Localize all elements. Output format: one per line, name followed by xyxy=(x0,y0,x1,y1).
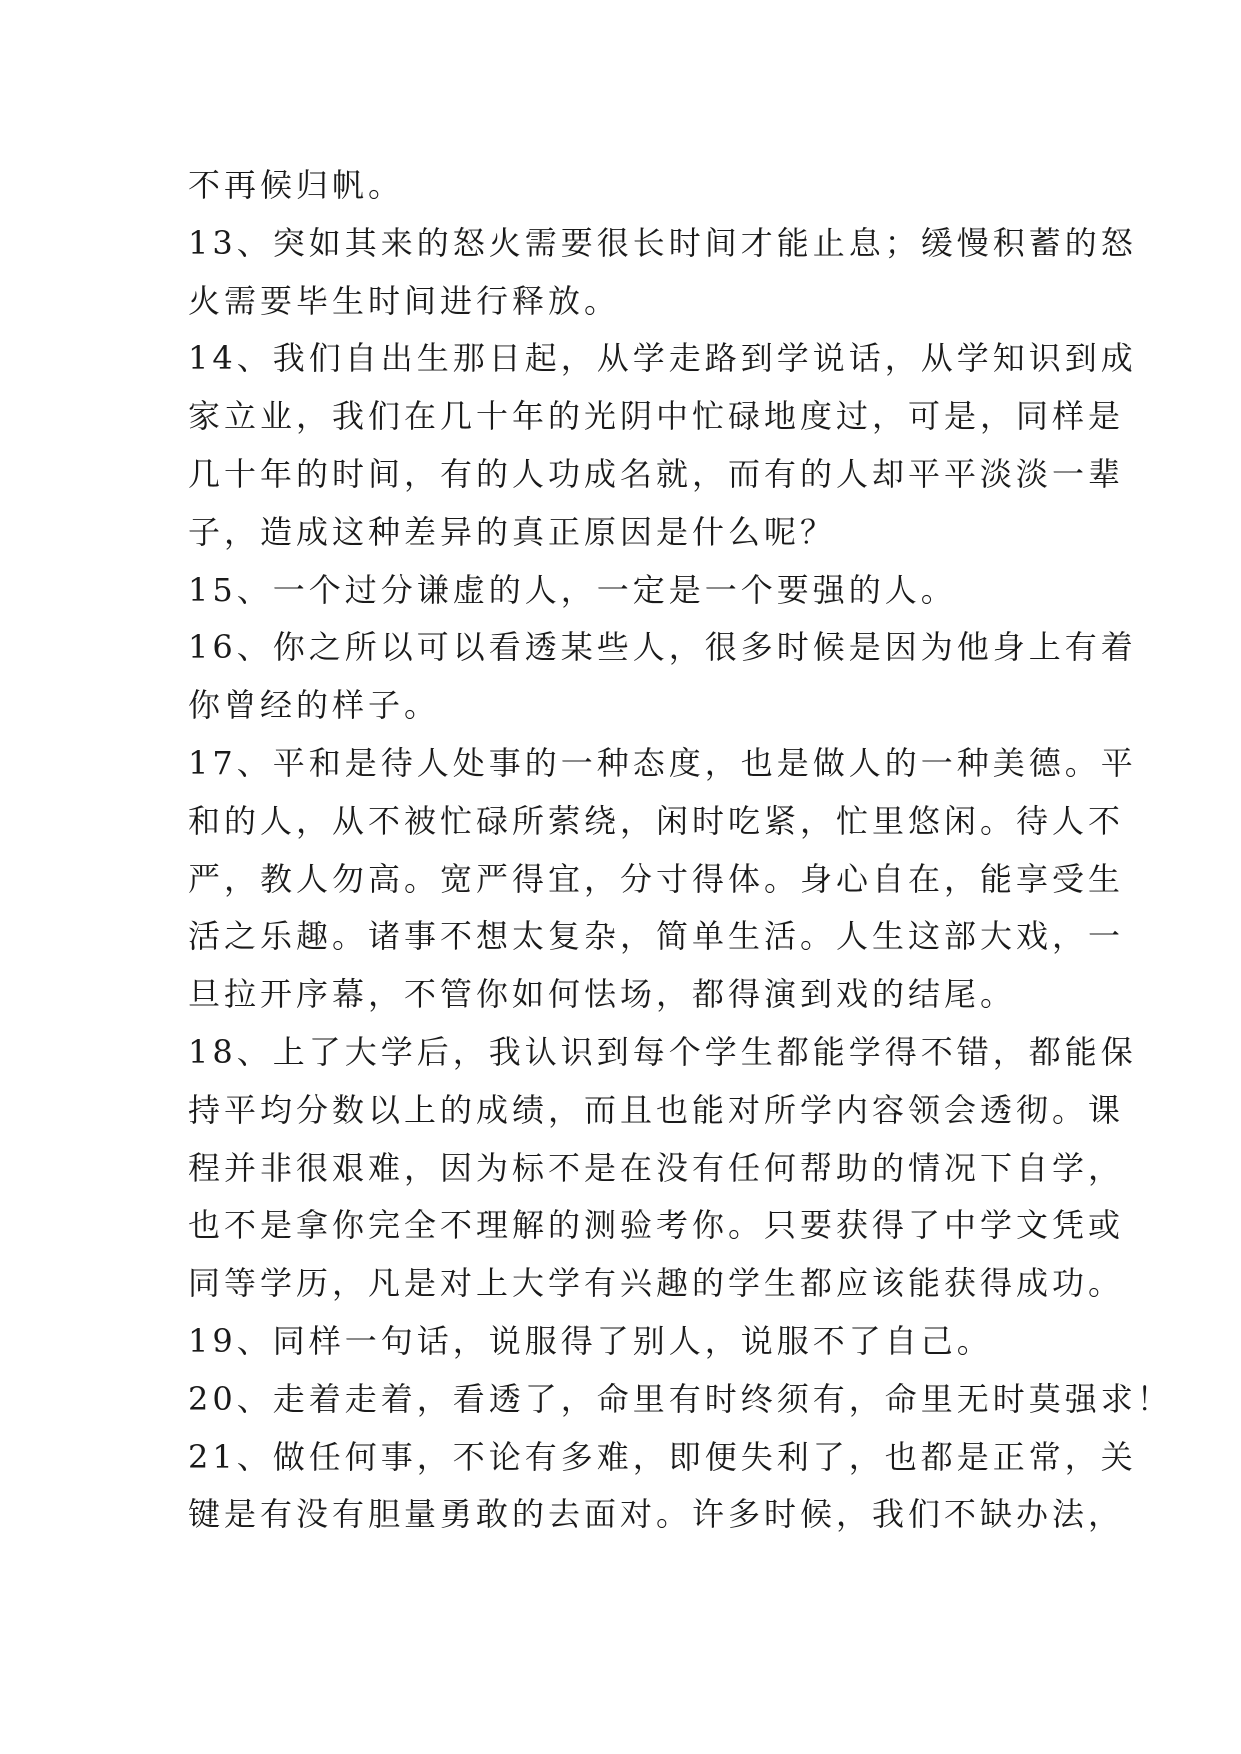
text-line: 家立业，我们在几十年的光阴中忙碌地度过，可是，同样是 xyxy=(188,397,1125,436)
text-line: 键是有没有胆量勇敢的去面对。许多时候，我们不缺办法， xyxy=(188,1495,1125,1534)
text-line: 也不是拿你完全不理解的测验考你。只要获得了中学文凭或 xyxy=(188,1206,1125,1245)
text-line: 同等学历，凡是对上大学有兴趣的学生都应该能获得成功。 xyxy=(188,1264,1125,1303)
text-line: 你曾经的样子。 xyxy=(188,686,441,725)
text-line: 和的人，从不被忙碌所萦绕，闲时吃紧，忙里悠闲。待人不 xyxy=(188,801,1125,840)
text-line: 21、做任何事，不论有多难，即便失利了，也都是正常，关 xyxy=(188,1437,1137,1476)
text-line: 持平均分数以上的成绩，而且也能对所学内容领会透彻。课 xyxy=(188,1090,1125,1129)
text-line: 火需要毕生时间进行释放。 xyxy=(188,281,621,320)
text-line: 程并非很艰难，因为标不是在没有任何帮助的情况下自学， xyxy=(188,1148,1125,1187)
document-body xyxy=(188,157,1173,1544)
text-line: 子，造成这种差异的真正原因是什么呢？ xyxy=(188,512,837,551)
text-line: 16、你之所以可以看透某些人，很多时候是因为他身上有着 xyxy=(188,628,1137,667)
text-line: 13、突如其来的怒火需要很长时间才能止息；缓慢积蓄的怒 xyxy=(188,223,1137,262)
text-line: 活之乐趣。诸事不想太复杂，简单生活。人生这部大戏，一 xyxy=(188,917,1125,956)
text-line: 15、一个过分谦虚的人，一定是一个要强的人。 xyxy=(188,570,957,609)
text-line: 旦拉开序幕，不管你如何怯场，都得演到戏的结尾。 xyxy=(188,975,1017,1014)
text-line: 17、平和是待人处事的一种态度，也是做人的一种美德。平 xyxy=(188,743,1137,782)
text-line: 几十年的时间，有的人功成名就，而有的人却平平淡淡一辈 xyxy=(188,454,1125,493)
text-line: 18、上了大学后，我认识到每个学生都能学得不错，都能保 xyxy=(188,1032,1137,1071)
text-line: 严，教人勿高。宽严得宜，分寸得体。身心自在，能享受生 xyxy=(188,859,1125,898)
text-line: 20、走着走着，看透了，命里有时终须有，命里无时莫强求！ xyxy=(188,1379,1173,1418)
text-line: 14、我们自出生那日起，从学走路到学说话，从学知识到成 xyxy=(188,339,1137,378)
text-line: 19、同样一句话，说服得了别人，说服不了自己。 xyxy=(188,1321,993,1360)
text-line: 不再候归帆。 xyxy=(188,166,405,204)
